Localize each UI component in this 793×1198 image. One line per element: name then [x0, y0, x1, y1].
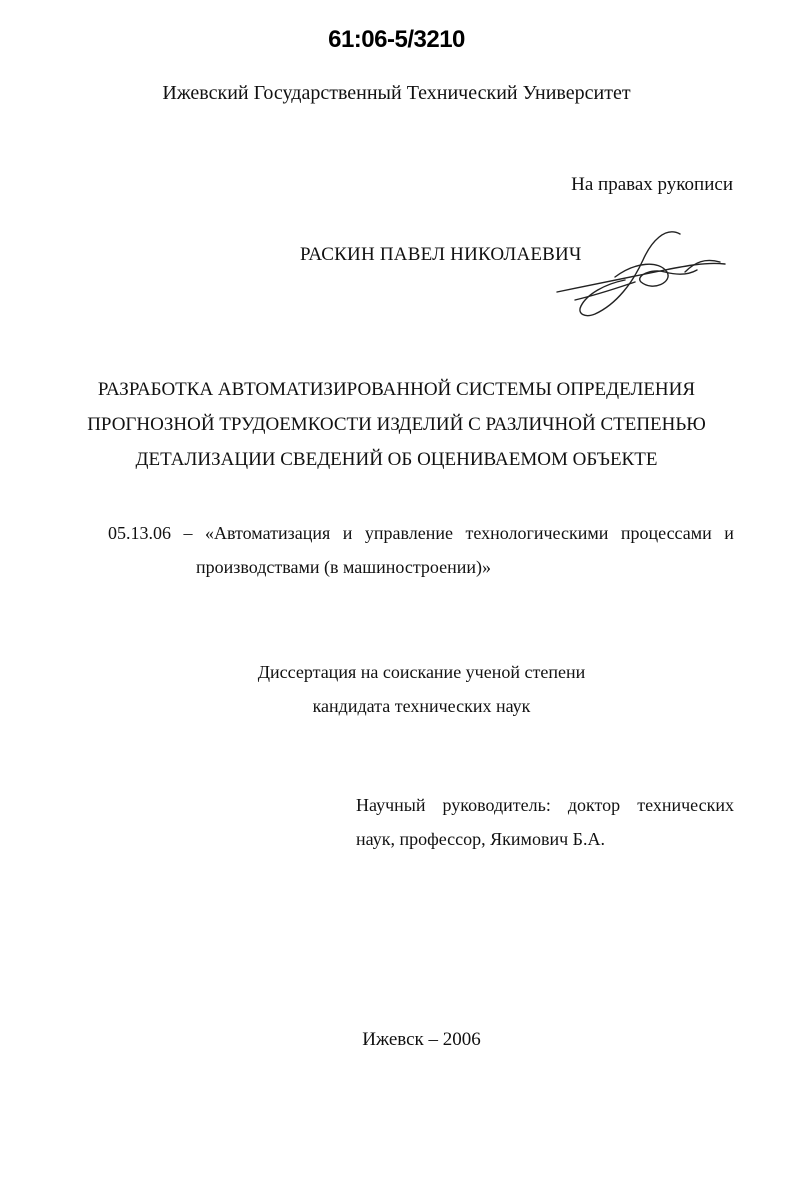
title-line: ДЕТАЛИЗАЦИИ СВЕДЕНИЙ ОБ ОЦЕНИВАЕМОМ ОБЪЕКТЕ	[135, 449, 658, 470]
title-line: ПРОГНОЗНОЙ ТРУДОЕМКОСТИ ИЗДЕЛИЙ С РАЗЛИЧНОЙ СТЕПЕНЬЮ	[87, 414, 706, 435]
supervisor-word: технических	[637, 795, 734, 815]
specialty-word: и	[342, 523, 353, 543]
specialty-word: процессами	[620, 523, 712, 543]
manuscript-rights-note: На правах рукописи	[571, 174, 733, 195]
degree-line-1: Диссертация на соискание ученой степени	[257, 662, 586, 682]
city-year: Ижевск – 2006	[362, 1029, 481, 1050]
specialty-word: и	[724, 523, 734, 543]
specialty-word: «Автоматизация	[204, 523, 331, 543]
specialty-code: 05.13.06	[108, 523, 171, 543]
catalog-number: 61:06-5/3210	[328, 26, 465, 53]
dissertation-title	[60, 372, 733, 477]
supervisor-word: доктор	[567, 795, 621, 815]
supervisor-word: руководитель:	[442, 795, 551, 815]
specialty-dash: –	[183, 523, 193, 543]
supervisor-block	[356, 788, 734, 856]
degree-line-2: кандидата технических наук	[312, 696, 531, 716]
supervisor-word: Научный	[356, 795, 426, 815]
degree-statement	[0, 655, 793, 723]
specialty-line-2: производствами (в машиностроении)»	[196, 557, 492, 577]
specialty-block	[108, 516, 734, 584]
university-name: Ижевский Государственный Технический Университет	[162, 82, 631, 104]
supervisor-line-2: наук, профессор, Якимович Б.А.	[356, 829, 605, 849]
signature-icon	[555, 222, 730, 322]
title-line: РАЗРАБОТКА АВТОМАТИЗИРОВАННОЙ СИСТЕМЫ ОПРЕДЕЛЕНИЯ	[97, 379, 696, 400]
specialty-word: технологическими	[465, 523, 609, 543]
specialty-word: управление	[364, 523, 453, 543]
author-name: РАСКИН ПАВЕЛ НИКОЛАЕВИЧ	[300, 244, 582, 265]
